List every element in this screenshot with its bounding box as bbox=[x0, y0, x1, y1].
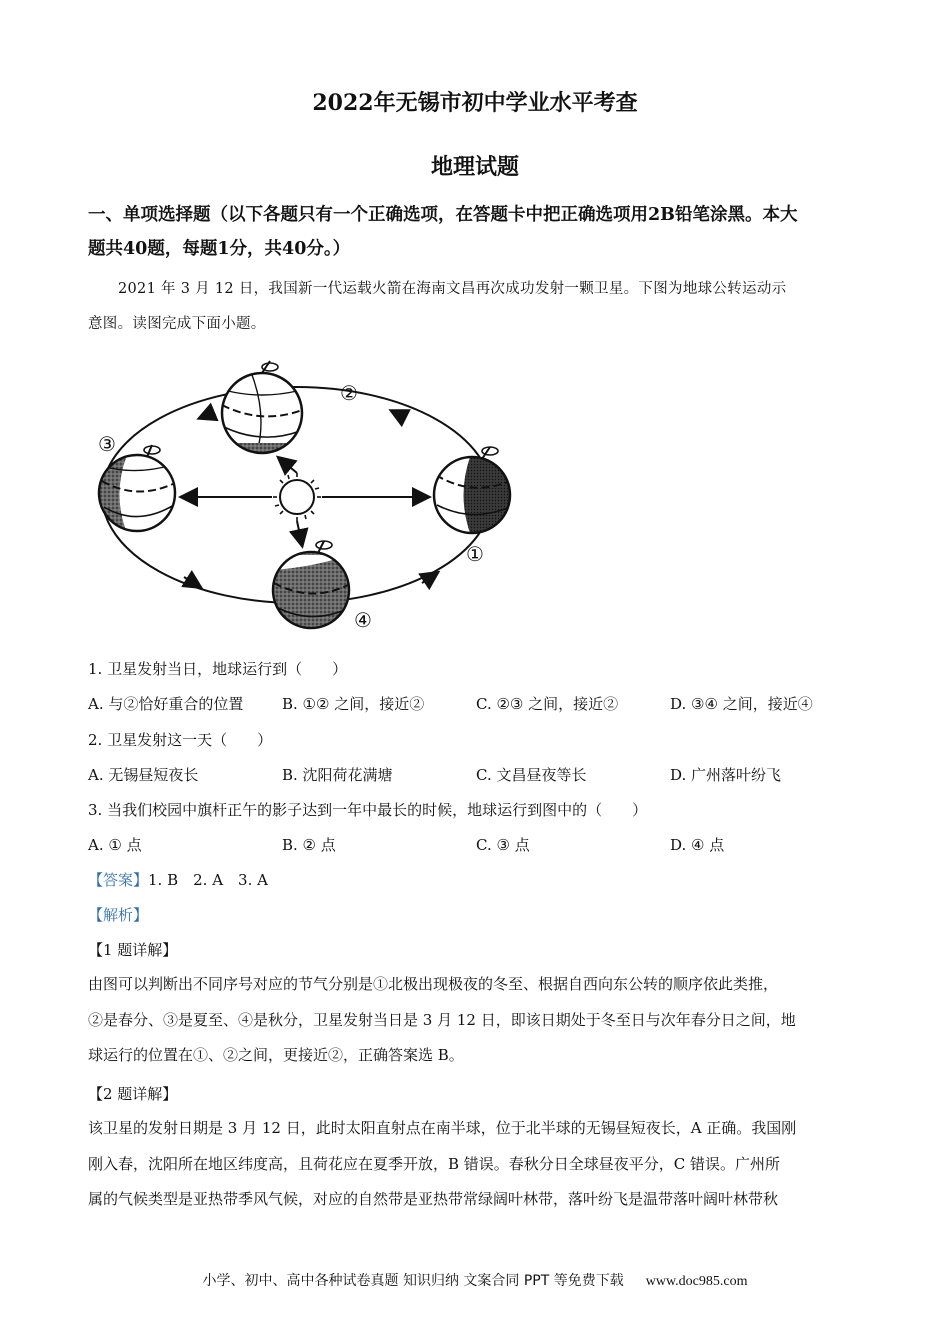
exam-title: 2022年无锡市初中学业水平考查 bbox=[312, 90, 638, 116]
q2-detail-line: 该卫星的发射日期是 3 月 12 日，此时太阳直射点在南半球，位于北半球的无锡昼短夜长，A 正确。我国刚 bbox=[88, 1119, 797, 1137]
label-position-1: ① bbox=[466, 542, 484, 566]
question-1-option-c: C. ②③ 之间，接近② bbox=[476, 695, 619, 713]
q2-detail-line: 刚入春，沈阳所在地区纬度高，且荷花应在夏季开放，B 错误。春秋分日全球昼夜平分，C 错误。广州所 bbox=[88, 1154, 781, 1173]
q1-detail-line: 由图可以判断出不同序号对应的节气分别是①北极出现极夜的冬至、根据自西向东公转的顺序依此类推， bbox=[88, 975, 779, 993]
question-2-option-a: A. 无锡昼短夜长 bbox=[88, 766, 199, 784]
label-position-4: ④ bbox=[354, 608, 372, 632]
question-2-option-c: C. 文昌昼夜等长 bbox=[476, 766, 587, 784]
label-position-2: ② bbox=[340, 381, 358, 405]
answer-line bbox=[88, 869, 268, 890]
question-2-stem: 2. 卫星发射这一天（ ） bbox=[88, 731, 273, 749]
intro-line2: 意图。读图完成下面小题。 bbox=[88, 316, 266, 332]
q1-detail-line: ②是春分、③是夏至、④是秋分，卫星发射当日是 3 月 12 日，即该日期处于冬至日与次年春分日之间，地 bbox=[88, 1010, 796, 1029]
answer-label: 【答案】 bbox=[88, 871, 149, 889]
question-1-option-d: D. ③④ 之间，接近④ bbox=[670, 695, 813, 713]
footer-url-link[interactable]: www.doc985.com bbox=[645, 1274, 748, 1289]
question-3-stem: 3. 当我们校园中旗杆正午的影子达到一年中最长的时候，地球运行到图中的（ ） bbox=[88, 801, 648, 819]
question-1-option-b: B. ①② 之间，接近② bbox=[282, 695, 425, 713]
earth-orbit-diagram bbox=[92, 355, 524, 643]
intro-line1: 2021 年 3 月 12 日，我国新一代运载火箭在海南文昌再次成功发射一颗卫星。下图为地球公转运动示 bbox=[118, 281, 787, 297]
footer-text: 小学、初中、高中各种试卷真题 知识归纳 文案合同 PPT 等免费下载 bbox=[202, 1273, 624, 1289]
question-1-option-a: A. 与②恰好重合的位置 bbox=[88, 695, 244, 713]
question-3-option-b: B. ② 点 bbox=[282, 836, 336, 854]
question-1-stem: 1. 卫星发射当日，地球运行到（ ） bbox=[88, 660, 348, 678]
question-3-option-c: C. ③ 点 bbox=[476, 836, 530, 854]
q2-detail-line: 属的气候类型是亚热带季风气候，对应的自然带是亚热带常绿阔叶林带，落叶纷飞是温带落叶阔叶林带秋 bbox=[88, 1190, 779, 1209]
exam-subtitle: 地理试题 bbox=[430, 154, 519, 180]
q1-detail-heading: 【1 题详解】 bbox=[88, 941, 178, 959]
section-heading-line2: 题共40题，每题1分，共40分。） bbox=[88, 239, 351, 259]
q2-detail-heading: 【2 题详解】 bbox=[88, 1085, 178, 1103]
intro-paragraph bbox=[88, 272, 868, 342]
page-footer bbox=[0, 1270, 950, 1290]
question-3-option-d: D. ④ 点 bbox=[670, 836, 725, 854]
q2-detail-paragraph bbox=[88, 1111, 864, 1218]
analysis-label: 【解析】 bbox=[88, 906, 149, 924]
sun-icon bbox=[273, 473, 321, 521]
label-position-3: ③ bbox=[98, 432, 116, 456]
question-2-option-d: D. 广州落叶纷飞 bbox=[670, 766, 782, 784]
section-heading-line1: 一、单项选择题（以下各题只有一个正确选项，在答题卡中把正确选项用2B铅笔涂黑。本大 bbox=[88, 205, 798, 225]
section-heading bbox=[88, 198, 868, 266]
answer-text: 1. B 2. A 3. A bbox=[148, 871, 268, 889]
question-3-option-a: A. ① 点 bbox=[88, 836, 142, 854]
question-2-option-b: B. 沈阳荷花满塘 bbox=[282, 766, 393, 784]
q1-detail-paragraph bbox=[88, 967, 864, 1074]
q1-detail-line: 球运行的位置在①、②之间，更接近②，正确答案选 B。 bbox=[88, 1046, 464, 1065]
